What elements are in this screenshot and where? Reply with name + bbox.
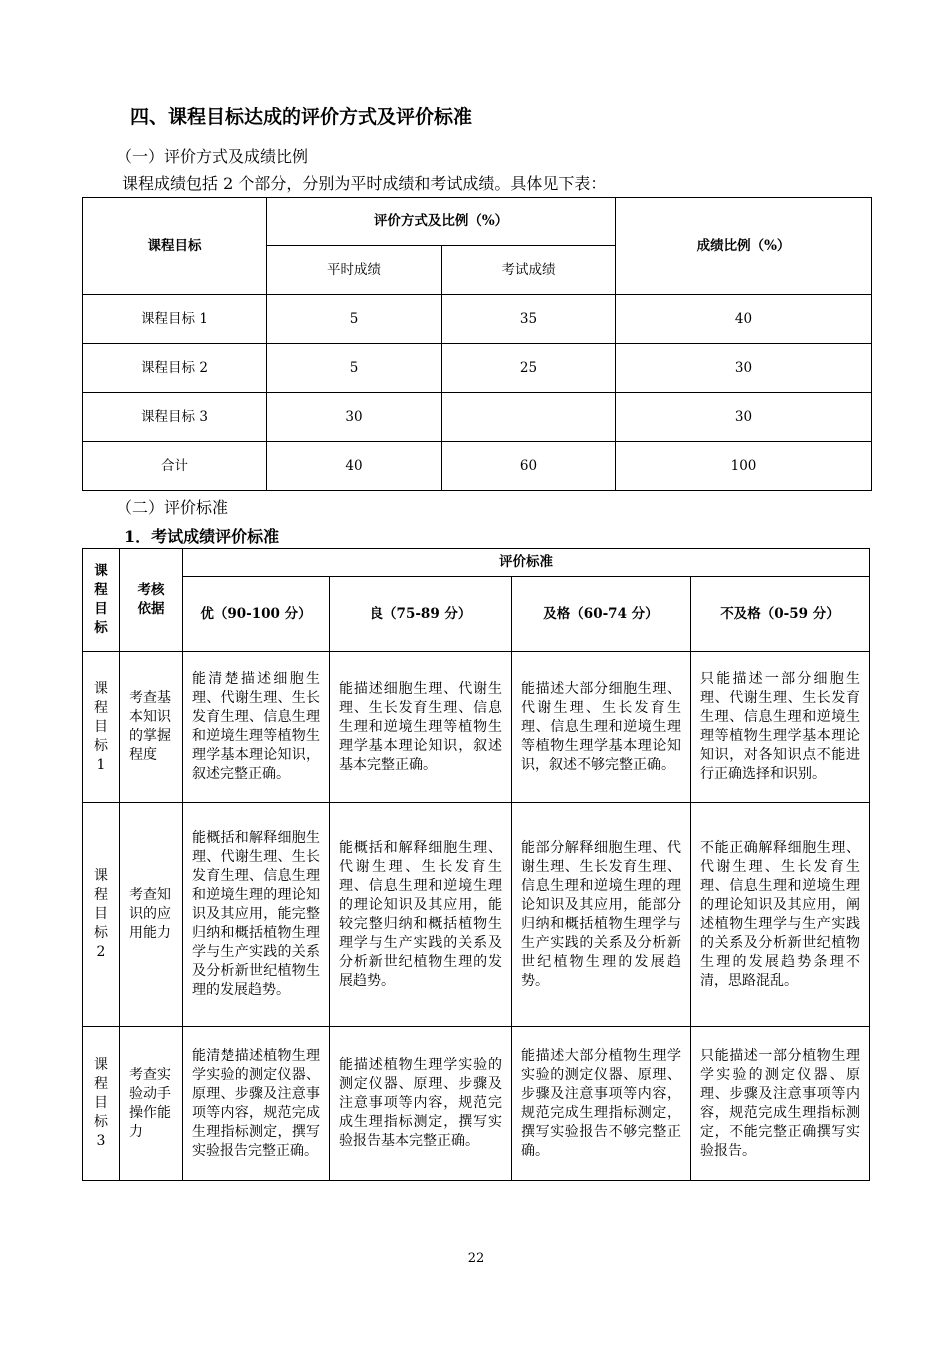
score-ratio-table: [82, 197, 872, 491]
header-assessment-basis-label: 考核依据: [137, 582, 165, 617]
header-level-good: 良（75-89 分）: [330, 577, 512, 652]
criteria-row: [83, 1027, 870, 1181]
cell-good: 能描述细胞生理、代谢生理、生长发育生理、信息生理和逆境生理等植物生理学基本理论知识，叙述基本完整正确。: [330, 652, 512, 803]
cell-course-goal: 课程目标 1: [83, 295, 267, 344]
cell-assessment-basis: 考查基本知识的掌握程度: [120, 652, 183, 803]
table-row: [83, 344, 872, 393]
header-assessment-basis: [120, 549, 183, 652]
cell-course-goal: 课程目标2: [83, 803, 120, 1027]
cell-score-ratio: 100: [616, 442, 872, 491]
cell-exam-score: 35: [442, 295, 616, 344]
table-row: [83, 393, 872, 442]
criteria-row: [83, 652, 870, 803]
cell-exam-score: [442, 393, 616, 442]
cell-exam-score: 60: [442, 442, 616, 491]
header-evaluation-method: 评价方式及比例（%）: [267, 198, 616, 246]
cell-regular-score: 5: [267, 295, 442, 344]
cell-course-goal: 课程目标3: [83, 1027, 120, 1181]
cell-fail: 只能描述一部分植物生理学实验的测定仪器、原理、步骤及注意事项等内容，规范完成生理指标测定，不能完整正确撰写实验报告。: [691, 1027, 870, 1181]
cell-regular-score: 5: [267, 344, 442, 393]
table-header-row: [83, 549, 870, 577]
page-number: 22: [467, 1251, 485, 1266]
header-score-ratio: 成绩比例（%）: [616, 198, 872, 295]
cell-pass: 能描述大部分细胞生理、代谢生理、生长发育生理、信息生理和逆境生理等植物生理学基本理论知识，叙述不够完整正确。: [512, 652, 691, 803]
cell-good: 能概括和解释细胞生理、代谢生理、生长发育生理、信息生理和逆境生理的理论知识及其应用，能较完整归纳和概括植物生理学与生产实践的关系及分析新世纪植物生理的发展趋势。: [330, 803, 512, 1027]
cell-course-goal: 课程目标 3: [83, 393, 267, 442]
cell-course-goal: 合计: [83, 442, 267, 491]
cell-good: 能描述植物生理学实验的测定仪器、原理、步骤及注意事项等内容，规范完成生理指标测定，撰写实验报告基本完整正确。: [330, 1027, 512, 1181]
cell-excellent: 能概括和解释细胞生理、代谢生理、生长发育生理、信息生理和逆境生理的理论知识及其应用，能完整归纳和概括植物生理学与生产实践的关系及分析新世纪植物生理的发展趋势。: [183, 803, 330, 1027]
header-level-fail: 不及格（0-59 分）: [691, 577, 870, 652]
table-row: [83, 295, 872, 344]
header-course-goal: 课程目标: [83, 549, 120, 652]
subsection-title-evaluation-method: （一）评价方式及成绩比例: [116, 147, 309, 166]
header-regular-score: 平时成绩: [267, 246, 442, 295]
header-evaluation-criteria: 评价标准: [183, 549, 870, 577]
cell-regular-score: 40: [267, 442, 442, 491]
exam-criteria-title: 1．考试成绩评价标准: [124, 527, 280, 546]
section-heading: 四、课程目标达成的评价方式及评价标准: [130, 106, 473, 128]
cell-exam-score: 25: [442, 344, 616, 393]
criteria-row: [83, 803, 870, 1027]
table-row-total: [83, 442, 872, 491]
cell-assessment-basis: 考查知识的应用能力: [120, 803, 183, 1027]
cell-score-ratio: 40: [616, 295, 872, 344]
subsection-title-evaluation-criteria: （二）评价标准: [116, 498, 229, 517]
cell-excellent: 能清楚描述细胞生理、代谢生理、生长发育生理、信息生理和逆境生理等植物生理学基本理论知识，叙述完整正确。: [183, 652, 330, 803]
header-exam-score: 考试成绩: [442, 246, 616, 295]
table-header-row: [83, 577, 870, 652]
cell-fail: 不能正确解释细胞生理、代谢生理、生长发育生理、信息生理和逆境生理的理论知识及其应用，阐述植物生理学与生产实践的关系及分析新世纪植物生理的发展趋势条理不清，思路混乱。: [691, 803, 870, 1027]
cell-regular-score: 30: [267, 393, 442, 442]
cell-score-ratio: 30: [616, 393, 872, 442]
cell-fail: 只能描述一部分细胞生理、代谢生理、生长发育生理、信息生理和逆境生理等植物生理学基本理论知识，对各知识点不能进行正确选择和识别。: [691, 652, 870, 803]
table-header-row: [83, 198, 872, 246]
cell-pass: 能部分解释细胞生理、代谢生理、生长发育生理、信息生理和逆境生理的理论知识及其应用，能部分归纳和概括植物生理学与生产实践的关系及分析新世纪植物生理的发展趋势。: [512, 803, 691, 1027]
header-level-excellent: 优（90-100 分）: [183, 577, 330, 652]
header-course-goal: 课程目标: [83, 198, 267, 295]
intro-paragraph: 课程成绩包括 2 个部分，分别为平时成绩和考试成绩。具体见下表：: [122, 174, 607, 193]
cell-assessment-basis: 考查实验动手操作能力: [120, 1027, 183, 1181]
cell-course-goal: 课程目标 2: [83, 344, 267, 393]
cell-course-goal: 课程目标1: [83, 652, 120, 803]
header-level-pass: 及格（60-74 分）: [512, 577, 691, 652]
cell-excellent: 能清楚描述植物生理学实验的测定仪器、原理、步骤及注意事项等内容，规范完成生理指标测定，撰写实验报告完整正确。: [183, 1027, 330, 1181]
cell-pass: 能描述大部分植物生理学实验的测定仪器、原理、步骤及注意事项等内容，规范完成生理指标测定，撰写实验报告不够完整正确。: [512, 1027, 691, 1181]
exam-criteria-table: [82, 548, 870, 1181]
cell-score-ratio: 30: [616, 344, 872, 393]
